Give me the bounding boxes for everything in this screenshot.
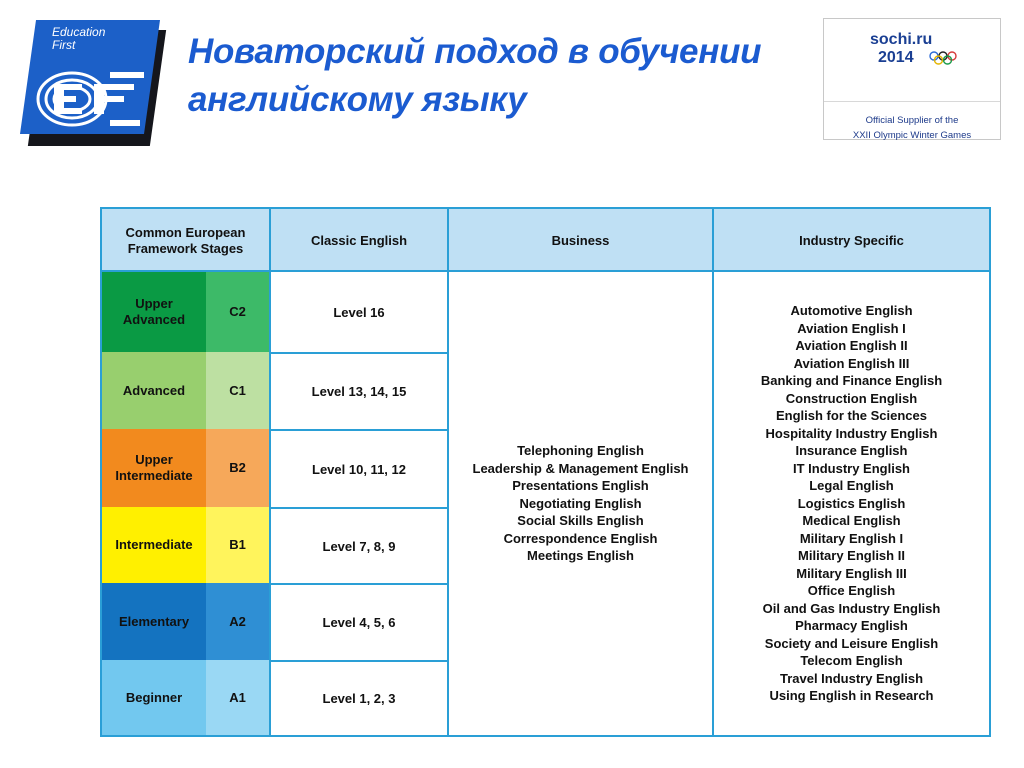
industry-item: Oil and Gas Industry English: [762, 600, 941, 616]
industry-item: Military English I: [799, 530, 904, 546]
classic-cell: Level 13, 14, 15: [311, 384, 407, 399]
classic-cell: Level 10, 11, 12: [312, 461, 406, 477]
classic-cell: Level 1, 2, 3: [322, 691, 396, 706]
logo-text-line2: First: [52, 38, 76, 52]
grid-line: [447, 209, 449, 735]
business-item: Leadership & Management English: [472, 460, 689, 476]
stage-label: Advanced: [122, 382, 186, 398]
sochi-partner-logo: [823, 18, 1001, 140]
code-cell: C2: [206, 272, 269, 352]
industry-item: Construction English: [785, 390, 918, 406]
stage-cell: [102, 429, 206, 507]
code-cell: B1: [206, 507, 269, 583]
ef-mark-icon: [32, 68, 148, 130]
classic-cell: Level 7, 8, 9: [322, 538, 396, 554]
svg-text:2014: 2014: [878, 49, 914, 65]
industry-item: Military English III: [796, 565, 907, 581]
grid-line: [269, 507, 447, 509]
stage-cell: [102, 660, 206, 735]
grid-line: [269, 209, 271, 735]
industry-item: Office English: [807, 583, 896, 599]
industry-item: Logistics English: [797, 495, 906, 511]
classic-cell: Level 16: [333, 304, 385, 320]
stage-cell: [102, 272, 206, 352]
partner-caption-line2: XXII Olympic Winter Games: [852, 130, 972, 141]
sochi-2014-logo-icon: [868, 29, 968, 65]
course-levels-table: [100, 207, 991, 737]
svg-text:sochi.ru: sochi.ru: [870, 31, 933, 48]
business-item: Social Skills English: [517, 513, 644, 529]
industry-item: Banking and Finance English: [760, 373, 943, 389]
partner-caption: [824, 113, 1000, 143]
industry-item: Telecom English: [800, 653, 903, 669]
grid-line: [269, 352, 447, 354]
stage-label: Beginner: [125, 689, 183, 705]
stage-label: Elementary: [118, 613, 190, 629]
industry-item: Aviation English III: [793, 355, 910, 371]
industry-item: Military English II: [798, 548, 905, 564]
industry-item: Aviation English II: [795, 338, 908, 354]
business-item: Correspondence English: [503, 530, 658, 546]
code-cell: A1: [206, 660, 269, 735]
grid-line: [102, 270, 989, 272]
business-item: Negotiating English: [519, 495, 642, 511]
stage-cell: [102, 583, 206, 660]
industry-item: Society and Leisure English: [764, 635, 939, 651]
partner-divider: [824, 101, 1000, 102]
grid-line: [712, 209, 714, 735]
industry-item: Pharmacy English: [795, 618, 908, 634]
stage-cell: [102, 352, 206, 429]
page-title: Новаторский подход в обучении английскому языку: [188, 32, 762, 119]
industry-item: Medical English: [802, 513, 901, 529]
stage-cell: [102, 507, 206, 583]
business-item: Meetings English: [527, 548, 634, 564]
business-item: Telephoning English: [517, 443, 644, 459]
code-cell: C1: [206, 352, 269, 429]
code-cell: A2: [206, 583, 269, 660]
business-item: Presentations English: [512, 478, 649, 494]
classic-cell: Level 4, 5, 6: [322, 615, 396, 630]
header-business: Business: [449, 209, 712, 272]
industry-item: Hospitality Industry English: [765, 425, 938, 441]
business-courses-list: [449, 272, 712, 735]
stage-label: Upper Intermediate: [115, 452, 193, 483]
partner-caption-line1: Official Supplier of the: [865, 115, 959, 126]
stage-label: Intermediate: [115, 537, 193, 552]
industry-item: IT Industry English: [792, 460, 910, 476]
industry-item: Legal English: [809, 478, 894, 494]
ef-logo: [22, 18, 158, 146]
grid-line: [269, 583, 447, 585]
stage-label: Upper Advanced: [122, 296, 186, 327]
grid-line: [269, 429, 447, 431]
logo-text-line1: Education: [52, 25, 106, 39]
grid-line: [269, 660, 447, 662]
industry-item: Travel Industry English: [779, 670, 924, 686]
industry-courses-list: [714, 272, 989, 735]
industry-item: Aviation English I: [797, 320, 906, 336]
industry-item: Insurance English: [795, 443, 908, 459]
code-cell: B2: [206, 429, 269, 507]
header-industry: Industry Specific: [714, 209, 989, 272]
industry-item: Using English in Research: [769, 688, 934, 704]
header-classic: Classic English: [271, 209, 447, 272]
header-cefr: Common European Framework Stages: [102, 209, 269, 272]
industry-item: English for the Sciences: [776, 408, 927, 424]
industry-item: Automotive English: [790, 303, 913, 319]
